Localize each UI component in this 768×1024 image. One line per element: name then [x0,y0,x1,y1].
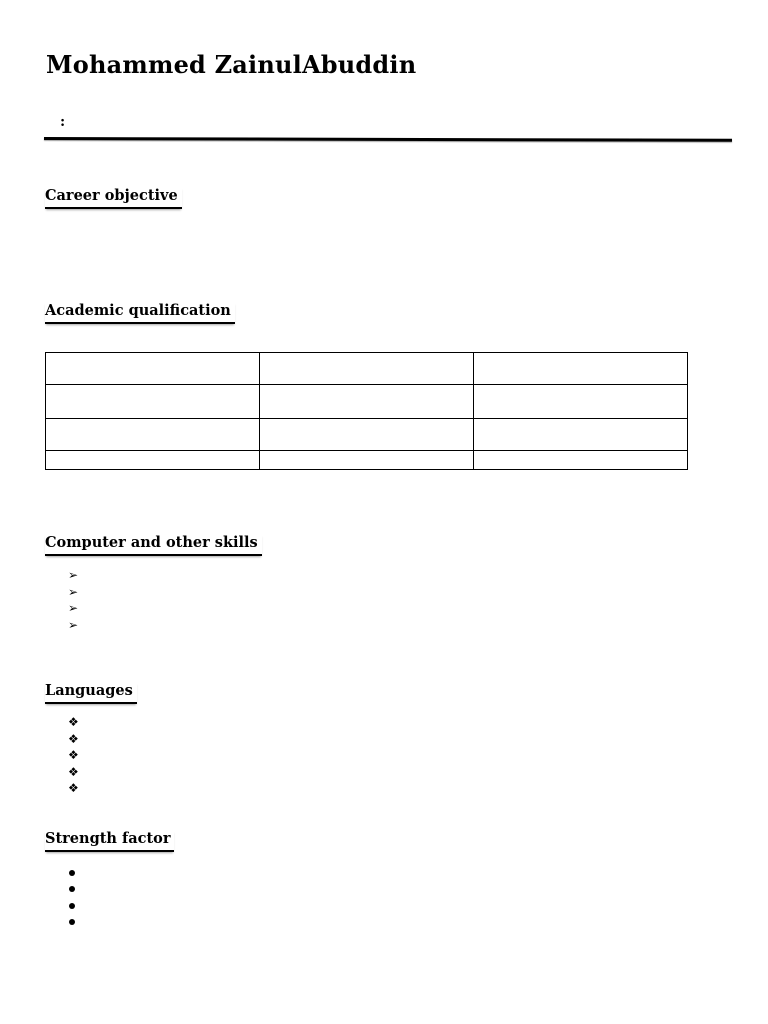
list-item [68,780,82,797]
table-cell [46,451,260,470]
table-row [46,385,688,419]
career-objective-heading: Career objective [45,187,182,209]
list-item [68,864,82,881]
candidate-name: Mohammed ZainulAbuddin [46,50,417,79]
round-bullet-icon [69,886,75,892]
table-cell [474,385,688,419]
table-cell [46,385,260,419]
four-diamond-bullet-icon: ❖ [68,715,79,729]
arrowhead-bullet-icon: ➢ [68,584,79,599]
four-diamond-bullet-icon: ❖ [68,731,79,746]
table-cell [46,419,260,451]
round-bullet-icon [69,919,75,925]
table-row [46,419,688,451]
strength-factor-heading: Strength factor [45,830,174,852]
table-row [46,451,688,470]
table-cell [260,353,474,385]
table-cell [474,419,688,451]
round-bullet-icon [69,870,75,876]
table-cell [46,353,260,385]
list-item [68,600,82,617]
list-item [68,764,82,781]
list-item [68,617,82,634]
list-item [68,714,82,731]
academic-qualification-heading: Academic qualification [45,302,235,324]
table-cell [260,419,474,451]
list-item [68,914,82,931]
computer-skills-heading: Computer and other skills [45,534,262,556]
list-item [68,881,82,898]
header-divider [44,137,732,142]
list-item [68,567,82,584]
arrowhead-bullet-icon: ➢ [68,617,79,632]
academic-qualification-table [45,352,688,470]
table-cell [474,353,688,385]
four-diamond-bullet-icon: ❖ [68,748,79,762]
table-row [46,353,688,385]
strength-factor-list [68,864,82,930]
languages-heading: Languages [45,682,137,704]
arrowhead-bullet-icon: ➢ [68,568,79,582]
four-diamond-bullet-icon: ❖ [68,764,79,779]
round-bullet-icon [69,903,75,909]
four-diamond-bullet-icon: ❖ [68,781,79,795]
list-item [68,897,82,914]
list-item [68,584,82,601]
list-item [68,731,82,748]
arrowhead-bullet-icon: ➢ [68,601,79,615]
list-item [68,747,82,764]
computer-skills-list [68,567,82,633]
languages-list [68,714,82,797]
contact-colon: : [60,114,66,130]
table-cell [260,385,474,419]
table-cell [260,451,474,470]
table-cell [474,451,688,470]
